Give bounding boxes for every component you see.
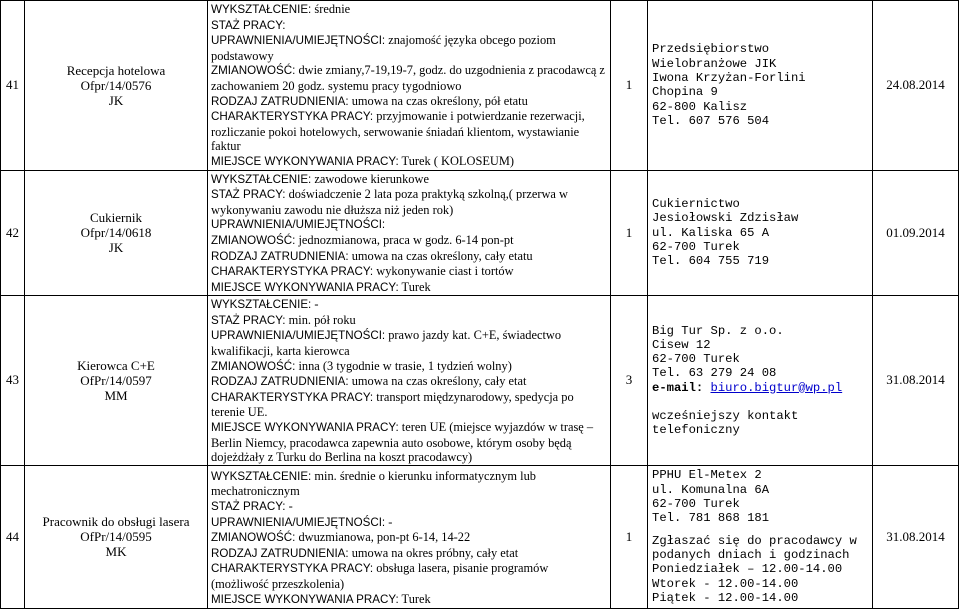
education-label: WYKSZTAŁCENIE: bbox=[211, 298, 312, 312]
employer-city: 62-700 Turek bbox=[652, 240, 740, 255]
offer-number: 44 bbox=[1, 465, 25, 608]
offer-description bbox=[208, 1, 611, 171]
experience-label: STAŻ PRACY: bbox=[211, 188, 286, 202]
employer-phone: Tel. 63 279 24 08 bbox=[652, 366, 777, 381]
position-cell bbox=[25, 296, 208, 466]
offer-description bbox=[208, 465, 611, 608]
employer-street: ul. Komunalna 6A bbox=[652, 482, 770, 497]
employer-city: 62-800 Kalisz bbox=[652, 99, 748, 114]
shifts-label: ZMIANOWOŚĆ: bbox=[211, 64, 296, 78]
position-title: Cukiernik bbox=[90, 210, 142, 226]
experience-label: STAŻ PRACY: bbox=[211, 500, 286, 513]
shifts-value: dwie zmiany,7-19,19-7, godz. do uzgodnienia z pracodawcą z zachowaniem 20 godz. systemu pracy tygodniowo bbox=[211, 63, 605, 93]
shifts-value: jednozmianowa, praca w godz. 6-14 pon-pt bbox=[295, 232, 514, 247]
workplace-label: MIEJSCE WYKONYWANIA PRACY: bbox=[211, 592, 399, 606]
job-characteristics-label: CHARAKTERYSTYKA PRACY: bbox=[211, 562, 374, 576]
experience-label: STAŻ PRACY: bbox=[211, 313, 286, 327]
vacancy-count: 1 bbox=[611, 1, 648, 171]
offer-number: 42 bbox=[1, 170, 25, 296]
employer-note: Zgłaszać się do pracodawcy w podanych dniach i godzinach bbox=[652, 533, 857, 562]
job-characteristics-label: CHARAKTERYSTYKA PRACY: bbox=[211, 390, 374, 404]
vacancy-count: 1 bbox=[611, 465, 648, 608]
employer-cell bbox=[648, 1, 873, 171]
offer-date: 24.08.2014 bbox=[873, 1, 959, 171]
employment-type-value: umowa na okres próbny, cały etat bbox=[348, 545, 519, 560]
employer-street: Cisew 12 bbox=[652, 337, 711, 352]
job-characteristics-label: CHARAKTERYSTYKA PRACY: bbox=[211, 110, 374, 124]
offer-number: 41 bbox=[1, 1, 25, 171]
table-row bbox=[1, 1, 959, 171]
employer-city: 62-700 Turek bbox=[652, 497, 740, 512]
position-title: Kierowca C+E bbox=[77, 358, 155, 374]
advisor-initials: JK bbox=[108, 240, 124, 256]
table-row bbox=[1, 465, 959, 608]
workplace-value: Turek bbox=[398, 279, 431, 294]
office-hours-tuesday: Wtorek - 12.00-14.00 bbox=[652, 576, 799, 591]
employer-phone: Tel. 607 576 504 bbox=[652, 113, 770, 128]
employment-type-value: umowa na czas określony, pół etatu bbox=[348, 93, 528, 108]
employer-name: PPHU El-Metex 2 bbox=[652, 468, 762, 483]
employer-name: Przedsiębiorstwo Wielobranżowe JIK bbox=[652, 42, 777, 71]
employment-type-label: RODZAJ ZATRUDNIENIA: bbox=[211, 94, 349, 108]
workplace-label: MIEJSCE WYKONYWANIA PRACY: bbox=[211, 280, 399, 294]
experience-value: - bbox=[285, 499, 293, 513]
employer-street: ul. Kaliska 65 A bbox=[652, 225, 770, 240]
position-cell bbox=[25, 170, 208, 296]
offer-description bbox=[208, 170, 611, 296]
experience-value: min. pół roku bbox=[285, 312, 356, 327]
table-row bbox=[1, 170, 959, 296]
office-hours-monday: Poniedziałek – 12.00-14.00 bbox=[652, 562, 843, 577]
skills-label: UPRAWNIENIA/UMIEJĘTNOŚCI: bbox=[211, 218, 386, 232]
education-label: WYKSZTAŁCENIE: bbox=[211, 172, 312, 186]
vacancy-count: 3 bbox=[611, 296, 648, 466]
employer-email-label: e-mail: bbox=[652, 380, 711, 395]
shifts-label: ZMIANOWOŚĆ: bbox=[211, 233, 296, 247]
employment-type-value: umowa na czas określony, cały etat bbox=[348, 374, 527, 389]
position-title: Pracownik do obsługi lasera bbox=[42, 514, 190, 530]
employer-phone: Tel. 781 868 181 bbox=[652, 511, 770, 526]
position-title: Recepcja hotelowa bbox=[66, 62, 166, 78]
employer-cell bbox=[648, 170, 873, 296]
employer-cell bbox=[648, 296, 873, 466]
workplace-label: MIEJSCE WYKONYWANIA PRACY: bbox=[211, 421, 399, 435]
advisor-initials: MM bbox=[104, 388, 128, 404]
employer-street: Chopina 9 bbox=[652, 85, 718, 100]
education-value: zawodowe kierunkowe bbox=[311, 171, 429, 186]
offer-date: 31.08.2014 bbox=[873, 465, 959, 608]
advisor-initials: MK bbox=[105, 544, 127, 560]
employment-type-value: umowa na czas określony, cały etatu bbox=[348, 248, 533, 263]
job-characteristics-value: obsługa lasera, pisanie programów (możliwość przeszkolenia) bbox=[211, 561, 549, 591]
skills-value: - bbox=[385, 514, 393, 529]
employer-owner: Jesiołowski Zdzisław bbox=[652, 211, 799, 226]
skills-label: UPRAWNIENIA/UMIEJĘTNOŚCI: bbox=[211, 329, 386, 343]
offer-code: OfPr/14/0595 bbox=[80, 529, 152, 545]
job-characteristics-value: transport międzynarodowy, spedycja po terenie UE. bbox=[211, 389, 574, 420]
employer-name: Cukiernictwo bbox=[652, 197, 740, 212]
job-characteristics-value: przyjmowanie i potwierdzanie rezerwacji, rozliczanie pokoi hotelowych, serwowanie śniadań klientom, wystawianie faktur bbox=[211, 109, 585, 154]
position-cell bbox=[25, 465, 208, 608]
education-label: WYKSZTAŁCENIE: bbox=[211, 469, 312, 483]
employer-name: Big Tur Sp. z o.o. bbox=[652, 323, 784, 338]
experience-label: STAŻ PRACY: bbox=[211, 18, 286, 32]
table-row bbox=[1, 296, 959, 466]
employment-type-label: RODZAJ ZATRUDNIENIA: bbox=[211, 375, 349, 389]
skills-label: UPRAWNIENIA/UMIEJĘTNOŚCI: bbox=[211, 515, 386, 529]
offer-date: 01.09.2014 bbox=[873, 170, 959, 296]
shifts-value: inna (3 tygodnie w trasie, 1 tydzień wolny) bbox=[295, 358, 512, 373]
skills-label: UPRAWNIENIA/UMIEJĘTNOŚCI: bbox=[211, 34, 386, 48]
education-value: średnie bbox=[311, 2, 351, 16]
shifts-label: ZMIANOWOŚĆ: bbox=[211, 531, 296, 545]
shifts-label: ZMIANOWOŚĆ: bbox=[211, 359, 296, 373]
office-hours-friday: Piątek - 12.00-14.00 bbox=[652, 590, 799, 605]
skills-value: prawo jazdy kat. C+E, świadectwo kwalifikacji, karta kierowca bbox=[211, 328, 562, 359]
position-cell bbox=[25, 1, 208, 171]
employer-note: wcześniejszy kontakt telefoniczny bbox=[652, 408, 799, 438]
education-value: min. średnie o kierunku informatycznym lub mechatronicznym bbox=[211, 468, 536, 499]
job-characteristics-value: wykonywanie ciast i tortów bbox=[373, 264, 514, 279]
offer-code: Ofpr/14/0576 bbox=[80, 77, 152, 93]
employment-type-label: RODZAJ ZATRUDNIENIA: bbox=[211, 546, 349, 560]
workplace-value: Turek ( KOLOSEUM) bbox=[398, 153, 514, 168]
employment-type-label: RODZAJ ZATRUDNIENIA: bbox=[211, 249, 349, 263]
vacancy-count: 1 bbox=[611, 170, 648, 296]
education-value: - bbox=[311, 297, 319, 312]
employer-city: 62-700 Turek bbox=[652, 352, 740, 367]
employer-email-line bbox=[652, 381, 869, 395]
education-label: WYKSZTAŁCENIE: bbox=[211, 3, 312, 16]
workplace-label: MIEJSCE WYKONYWANIA PRACY: bbox=[211, 154, 399, 168]
experience-value: doświadczenie 2 lata poza praktyką szkolną,( przerwa w wykonywaniu zawodu nie dłuższa niż jeden rok) bbox=[211, 187, 568, 217]
employer-cell bbox=[648, 465, 873, 608]
offer-number: 43 bbox=[1, 296, 25, 466]
employer-phone: Tel. 604 755 719 bbox=[652, 254, 770, 269]
job-characteristics-label: CHARAKTERYSTYKA PRACY: bbox=[211, 265, 374, 279]
offer-date: 31.08.2014 bbox=[873, 296, 959, 466]
offer-code: Ofpr/14/0618 bbox=[80, 225, 152, 241]
employer-owner: Iwona Krzyżan-Forlini bbox=[652, 70, 806, 85]
skills-value: znajomość języka obcego poziom podstawowy bbox=[211, 33, 556, 63]
offer-description bbox=[208, 296, 611, 466]
workplace-value: Turek bbox=[398, 591, 431, 606]
workplace-value: teren UE (miejsce wyjazdów w trasę – Berlin Niemcy, pracodawca zapewnia auto osobowe, którym osoby będą dojeżdżały z Turku do Berlina na koszt pracodawcy) bbox=[211, 420, 594, 465]
shifts-value: dwuzmianowa, pon-pt 6-14, 14-22 bbox=[295, 530, 471, 545]
advisor-initials: JK bbox=[108, 92, 124, 108]
offer-code: OfPr/14/0597 bbox=[80, 373, 152, 389]
employer-email-link[interactable]: biuro.bigtur@wp.pl bbox=[710, 380, 843, 395]
